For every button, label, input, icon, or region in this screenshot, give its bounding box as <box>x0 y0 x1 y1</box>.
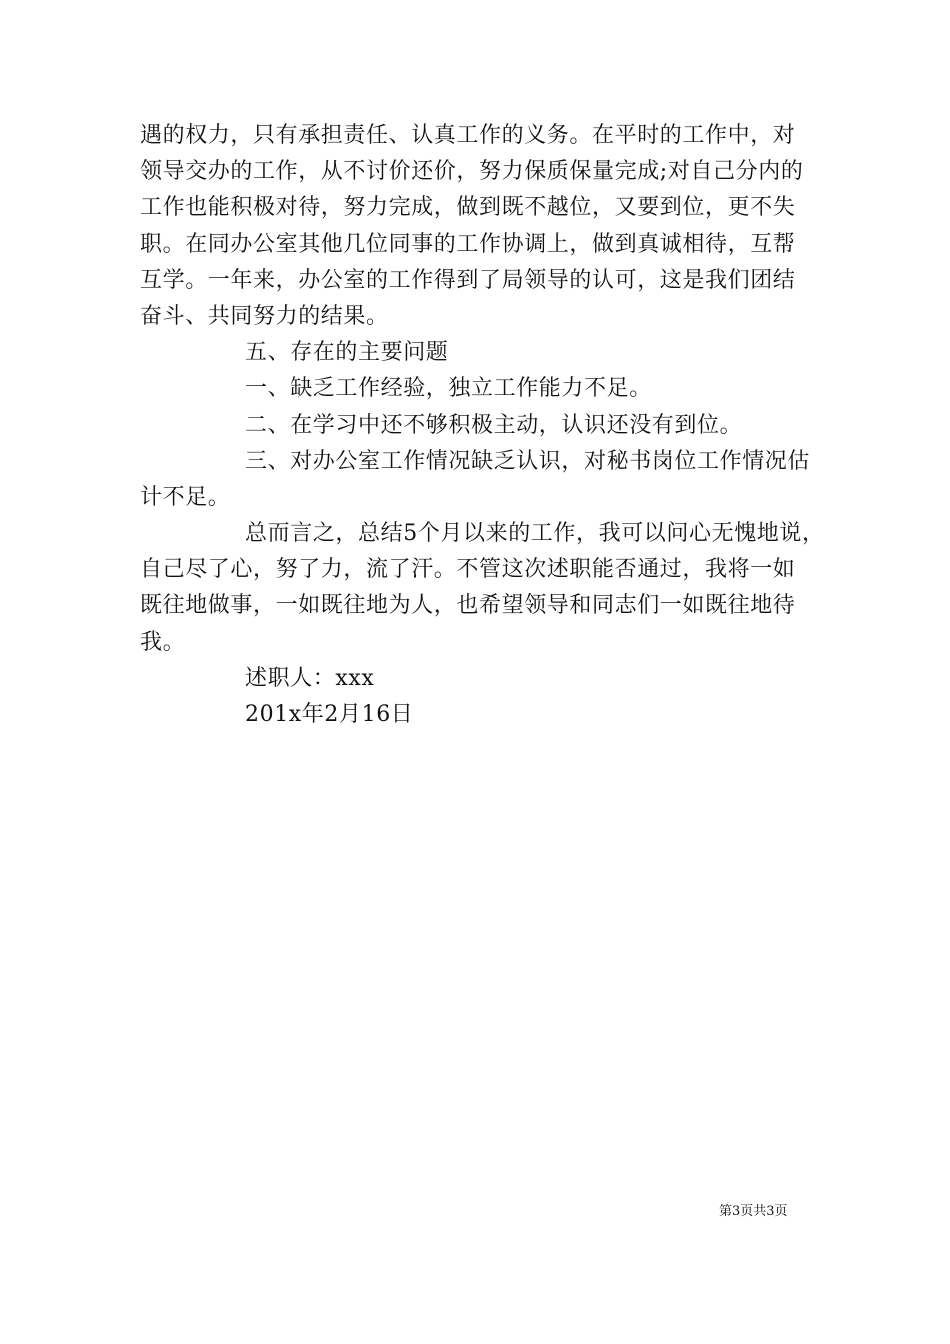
list-item: 二、在学习中还不够积极主动，认识还没有到位。 <box>245 412 743 438</box>
body-line: 奋斗、共同努力的结果。 <box>140 303 389 329</box>
signature-line: 述职人：xxx <box>245 665 375 691</box>
body-line: 职。在同办公室其他几位同事的工作协调上，做到真诚相待，互帮 <box>140 231 796 257</box>
list-item: 三、对办公室工作情况缺乏认识，对秘书岗位工作情况估 <box>245 448 811 474</box>
section-heading: 五、存在的主要问题 <box>245 340 449 366</box>
body-line: 互学。一年来，办公室的工作得到了局领导的认可，这是我们团结 <box>140 267 796 293</box>
body-line: 总而言之，总结5个月以来的工作，我可以问心无愧地说， <box>245 521 825 547</box>
date-line: 201x年2月16日 <box>245 702 414 727</box>
list-item: 一、缺乏工作经验，独立工作能力不足。 <box>245 376 652 402</box>
body-line: 自己尽了心，努了力，流了汗。不管这次述职能否通过，我将一如 <box>140 557 796 583</box>
document-body <box>140 118 825 733</box>
page-number: 第3页共3页 <box>719 1204 788 1219</box>
body-line: 我。 <box>140 629 186 655</box>
body-line: 遇的权力，只有承担责任、认真工作的义务。在平时的工作中，对 <box>140 123 796 148</box>
list-item-continuation: 计不足。 <box>140 484 231 510</box>
body-line: 工作也能积极对待，努力完成，做到既不越位，又要到位，更不失 <box>140 195 796 221</box>
body-line: 领导交办的工作，从不讨价还价，努力保质保量完成;对自己分内的 <box>140 159 804 185</box>
body-line: 既往地做事，一如既往地为人，也希望领导和同志们一如既往地待 <box>140 593 796 619</box>
